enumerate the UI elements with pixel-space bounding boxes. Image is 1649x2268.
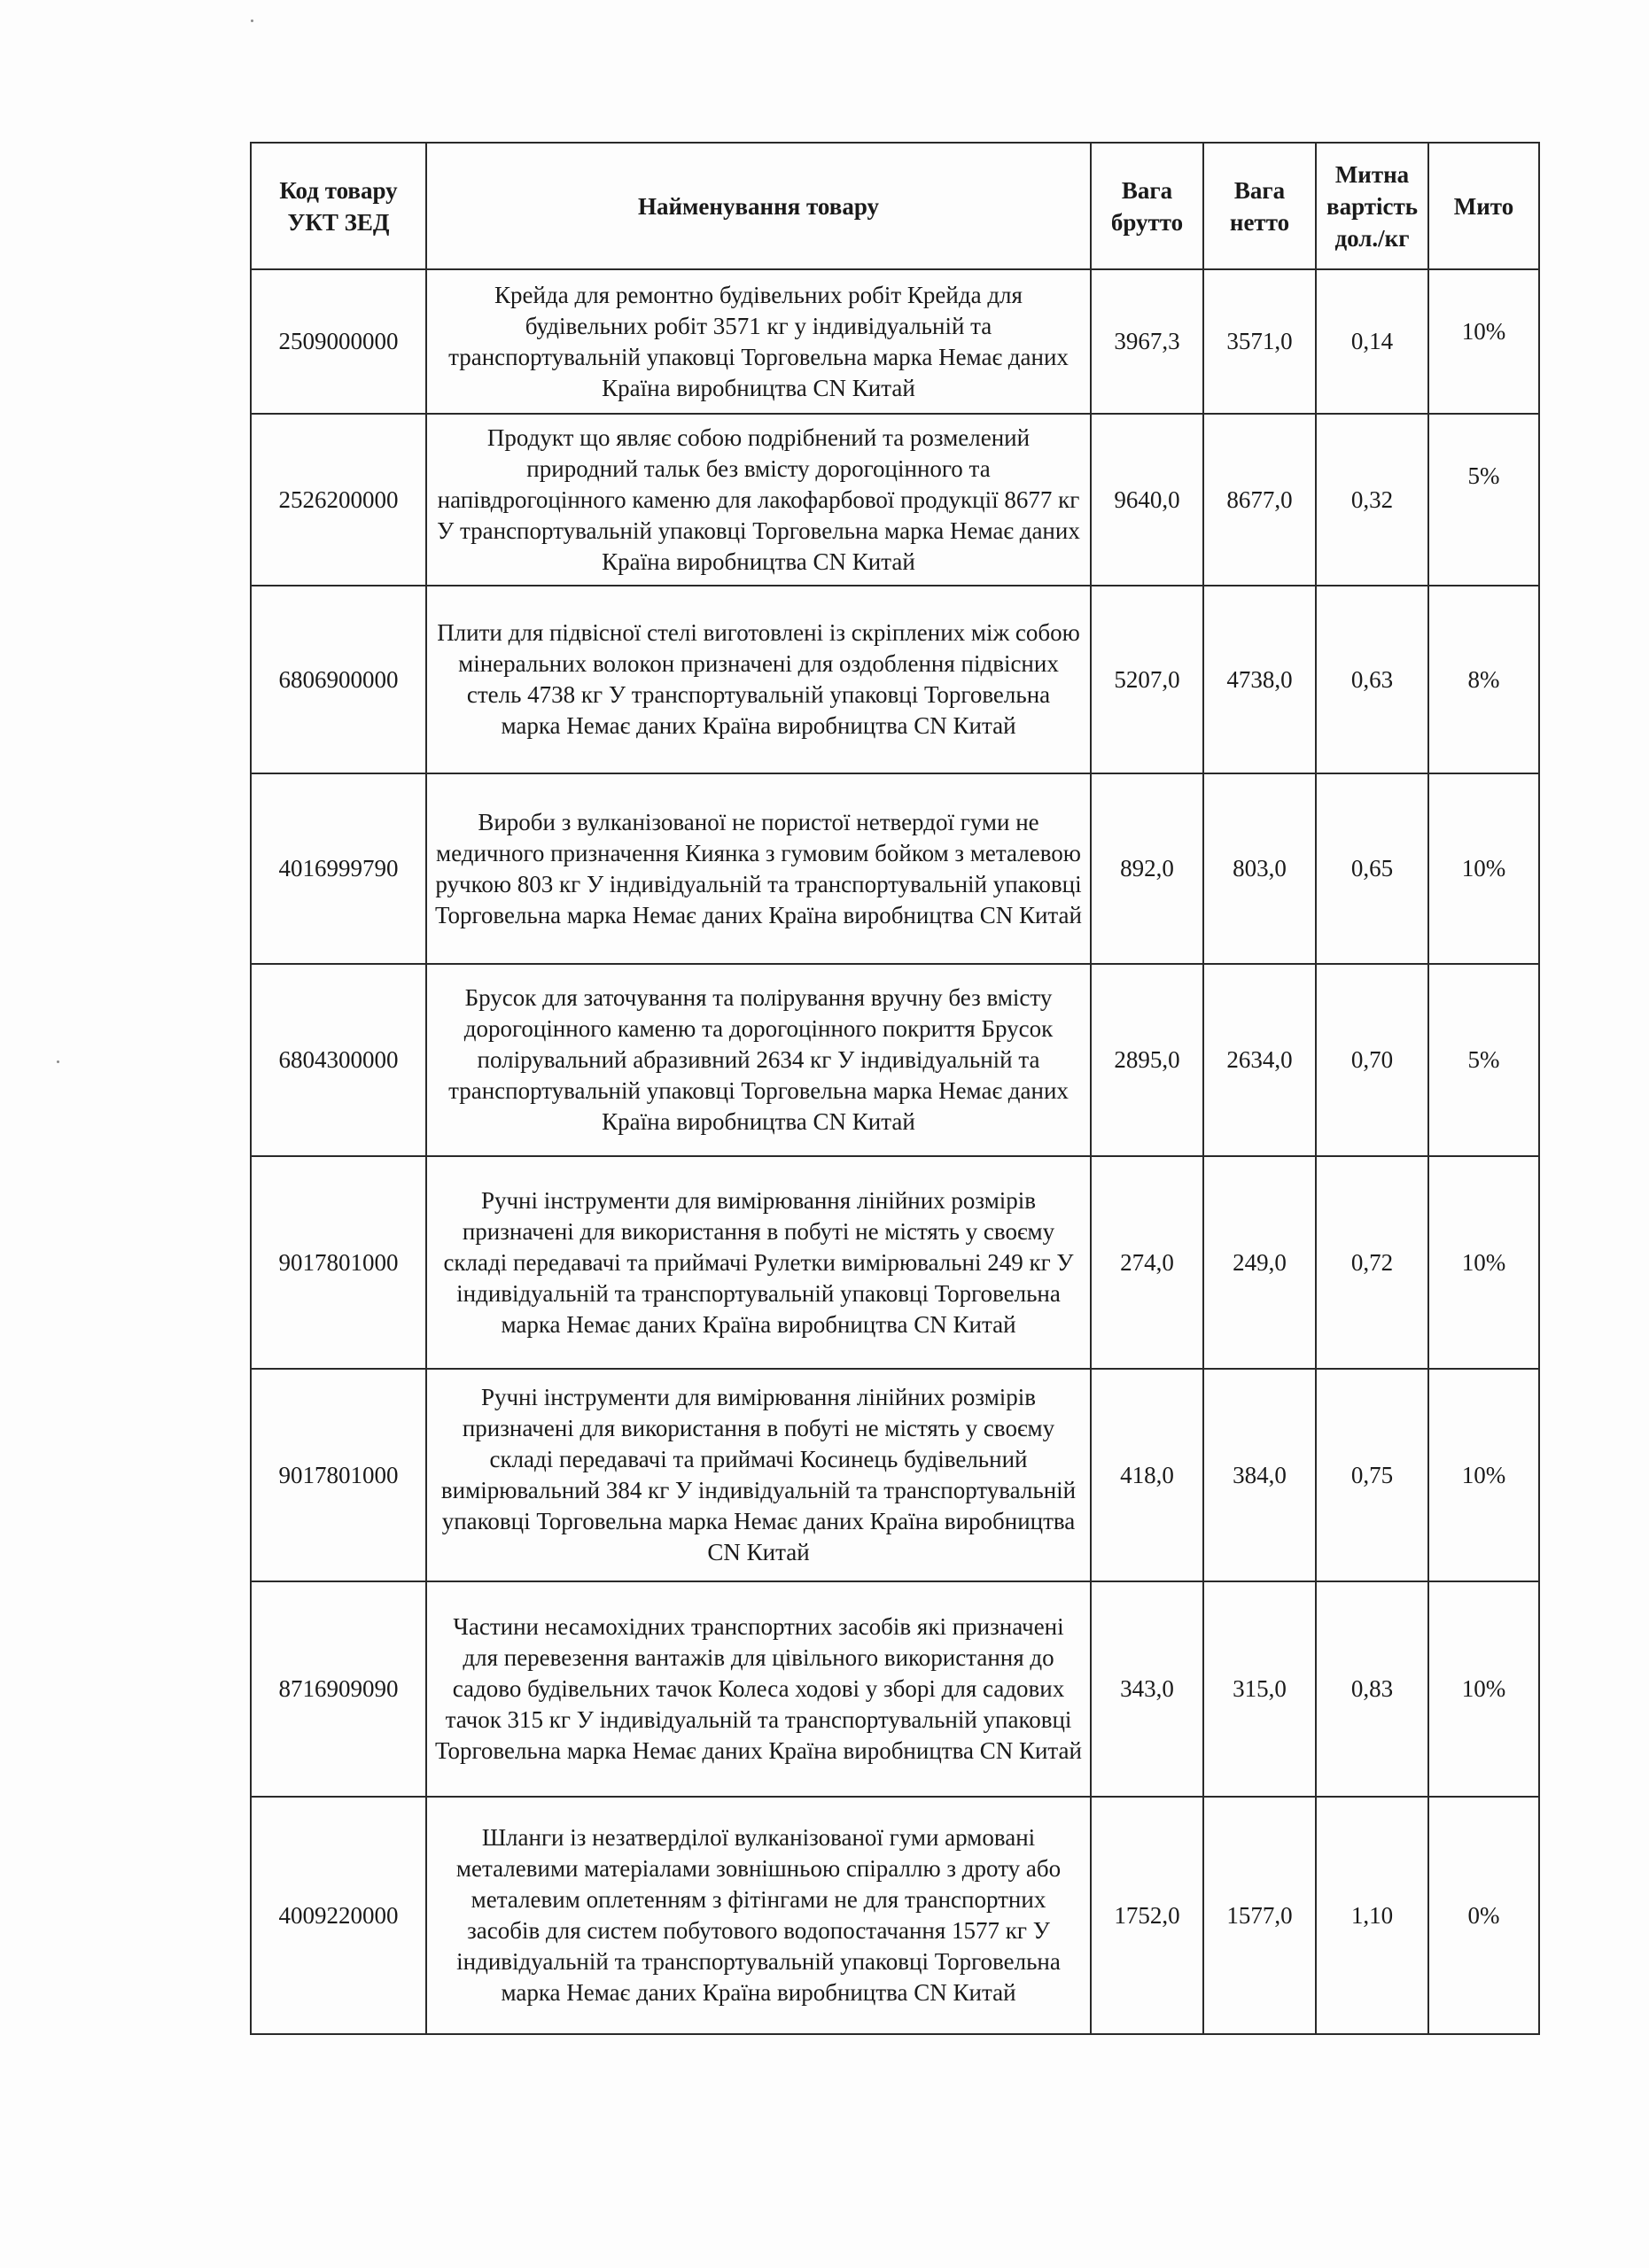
cell-value: 0,32 [1316, 414, 1428, 586]
cell-net: 1577,0 [1203, 1797, 1316, 2034]
cell-net: 249,0 [1203, 1156, 1316, 1369]
cell-net: 315,0 [1203, 1581, 1316, 1797]
cell-duty: 10% [1428, 1581, 1539, 1797]
cell-code: 4009220000 [251, 1797, 426, 2034]
cell-value: 0,75 [1316, 1369, 1428, 1581]
cell-code: 9017801000 [251, 1369, 426, 1581]
header-net: Вага нетто [1203, 143, 1316, 269]
cell-gross: 5207,0 [1091, 586, 1203, 773]
cell-name: Ручні інструменти для вимірювання лінійних розмірів призначені для використання в побуті не містять у своєму складі передавачі та приймачі Косинець будівельний вимірювальний 384 кг У індивідуальній та транспортувальній упаковці Торговельна марка Немає даних Країна виробництва CN Китай [426, 1369, 1091, 1581]
cell-code: 4016999790 [251, 773, 426, 964]
cell-name: Шланги із незатверділої вулканізованої гуми армовані металевими матеріалами зовнішньою спіраллю з дроту або металевим оплетенням з фітінгами не для транспортних засобів для систем побутового водопостачання 1577 кг У індивідуальній та транспортувальній упаковці Торговельна марка Немає даних Країна виробництва CN Китай [426, 1797, 1091, 2034]
cell-name: Вироби з вулканізованої не пористої нетвердої гуми не медичного призначення Киянка з гумовим бойком з металевою ручкою 803 кг У індивідуальній та транспортувальній упаковці Торговельна марка Немає даних Країна виробництва CN Китай [426, 773, 1091, 964]
table-row [251, 586, 1539, 773]
cell-gross: 3967,3 [1091, 269, 1203, 414]
table-row [251, 269, 1539, 414]
cell-value: 0,65 [1316, 773, 1428, 964]
cell-code: 6804300000 [251, 964, 426, 1156]
cell-net: 8677,0 [1203, 414, 1316, 586]
cell-duty: 5% [1428, 964, 1539, 1156]
cell-gross: 1752,0 [1091, 1797, 1203, 2034]
cell-value: 0,72 [1316, 1156, 1428, 1369]
cell-duty: 8% [1428, 586, 1539, 773]
cell-duty: 10% [1428, 1369, 1539, 1581]
cell-code: 6806900000 [251, 586, 426, 773]
header-name: Найменування товару [426, 143, 1091, 269]
cell-net: 803,0 [1203, 773, 1316, 964]
cell-gross: 892,0 [1091, 773, 1203, 964]
cell-net: 384,0 [1203, 1369, 1316, 1581]
cell-value: 0,83 [1316, 1581, 1428, 1797]
cell-duty: 10% [1428, 1156, 1539, 1369]
cell-gross: 418,0 [1091, 1369, 1203, 1581]
table-header-row [251, 143, 1539, 269]
table-row [251, 1581, 1539, 1797]
header-code: Код товару УКТ ЗЕД [251, 143, 426, 269]
scan-speck [57, 1060, 59, 1063]
header-gross: Вага брутто [1091, 143, 1203, 269]
table-row [251, 1156, 1539, 1369]
table-row [251, 964, 1539, 1156]
table-row [251, 414, 1539, 586]
cell-net: 3571,0 [1203, 269, 1316, 414]
cell-value: 1,10 [1316, 1797, 1428, 2034]
cell-name: Крейда для ремонтно будівельних робіт Крейда для будівельних робіт 3571 кг у індивідуальній та транспортувальній упаковці Торговельна марка Немає даних Країна виробництва CN Китай [426, 269, 1091, 414]
cell-code: 2509000000 [251, 269, 426, 414]
header-value: Митна вартість дол./кг [1316, 143, 1428, 269]
cell-name: Ручні інструменти для вимірювання лінійних розмірів призначені для використання в побуті не містять у своєму складі передавачі та приймачі Рулетки вимірювальні 249 кг У індивідуальній та транспортувальній упаковці Торговельна марка Немає даних Країна виробництва CN Китай [426, 1156, 1091, 1369]
cell-gross: 343,0 [1091, 1581, 1203, 1797]
cell-value: 0,14 [1316, 269, 1428, 414]
cell-duty: 10% [1428, 269, 1539, 414]
cell-gross: 9640,0 [1091, 414, 1203, 586]
cell-gross: 274,0 [1091, 1156, 1203, 1369]
cell-duty: 0% [1428, 1797, 1539, 2034]
cell-code: 9017801000 [251, 1156, 426, 1369]
cell-net: 2634,0 [1203, 964, 1316, 1156]
cell-duty: 5% [1428, 414, 1539, 586]
cell-gross: 2895,0 [1091, 964, 1203, 1156]
cell-value: 0,63 [1316, 586, 1428, 773]
cell-net: 4738,0 [1203, 586, 1316, 773]
cell-code: 8716909090 [251, 1581, 426, 1797]
header-duty: Мито [1428, 143, 1539, 269]
table-row [251, 1369, 1539, 1581]
cell-duty: 10% [1428, 773, 1539, 964]
cell-name: Продукт що являє собою подрібнений та розмелений природний тальк без вмісту дорогоцінного та напівдрогоцінного каменю для лакофарбової продукції 8677 кг У транспортувальній упаковці Торговельна марка Немає даних Країна виробництва CN Китай [426, 414, 1091, 586]
cell-name: Частини несамохідних транспортних засобів які призначені для перевезення вантажів для цівільного використання до садово будівельних тачок Колеса ходові у зборі для садових тачок 315 кг У індивідуальній та транспортувальній упаковці Торговельна марка Немає даних Країна виробництва CN Китай [426, 1581, 1091, 1797]
cell-name: Брусок для заточування та полірування вручну без вмісту дорогоцінного каменю та дорогоцінного покриття Брусок полірувальний абразивний 2634 кг У індивідуальній та транспортувальній упаковці Торговельна марка Немає даних Країна виробництва CN Китай [426, 964, 1091, 1156]
cell-name: Плити для підвісної стелі виготовлені із скріплених між собою мінеральних волокон призначені для оздоблення підвісних стель 4738 кг У транспортувальній упаковці Торговельна марка Немає даних Країна виробництва CN Китай [426, 586, 1091, 773]
table-row [251, 1797, 1539, 2034]
scan-speck [251, 19, 253, 22]
goods-table [250, 142, 1540, 2035]
table-row [251, 773, 1539, 964]
cell-value: 0,70 [1316, 964, 1428, 1156]
cell-code: 2526200000 [251, 414, 426, 586]
